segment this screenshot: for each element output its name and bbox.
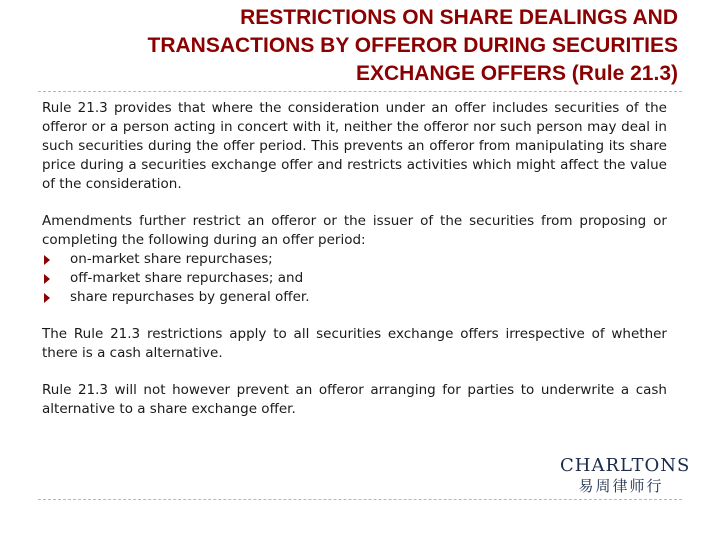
body-content <box>42 99 667 437</box>
restriction-list <box>42 250 667 307</box>
list-item-text: off-market share repurchases; and <box>70 270 304 286</box>
para3-end: securities exchange offers irrespective of whether there is a cash alternative. <box>42 326 667 361</box>
list-item <box>42 288 667 307</box>
logo-chinese-text: 易周律师行 <box>578 477 664 495</box>
bottom-divider <box>38 499 682 500</box>
paragraph-underwrite: Rule 21.3 will not however prevent an offeror arranging for parties to underwrite a cash alternative to a share exchange offer. <box>42 382 667 417</box>
paragraph-amendments: Amendments further restrict an offeror or the issuer of the securities from proposing or completing the following during an offer period: <box>42 213 667 248</box>
title-line-1: RESTRICTIONS ON SHARE DEALINGS AND <box>240 6 678 29</box>
triangle-right-icon <box>44 255 50 265</box>
paragraph-all-offers <box>42 325 667 363</box>
paragraph-rule-overview: Rule 21.3 provides that where the consideration under an offer includes securities of the offeror or a person acting in concert with it, neither the offeror nor such person may deal in such securities during the offer period. This prevents an offeror from manipulating its share price during a securities exchange offer and restricts activities which might affect the value of the consideration. <box>42 100 667 192</box>
triangle-right-icon <box>44 274 50 284</box>
list-item-text: on-market share repurchases; <box>70 251 273 267</box>
triangle-right-icon <box>44 293 50 303</box>
top-divider <box>38 91 682 92</box>
para3-start: The Rule 21.3 restrictions apply to <box>42 326 294 342</box>
list-item <box>42 250 667 269</box>
list-item-text: share repurchases by general offer. <box>70 289 310 305</box>
title-line-2: TRANSACTIONS BY OFFEROR DURING SECURITIES <box>147 34 678 57</box>
list-item <box>42 269 667 288</box>
logo-latin-text: CHARLTONS <box>560 455 691 476</box>
title-line-3: EXCHANGE OFFERS (Rule 21.3) <box>355 62 678 85</box>
page-title <box>38 4 678 88</box>
para3-emphasis: all <box>293 326 310 342</box>
charltons-logo <box>560 455 691 495</box>
